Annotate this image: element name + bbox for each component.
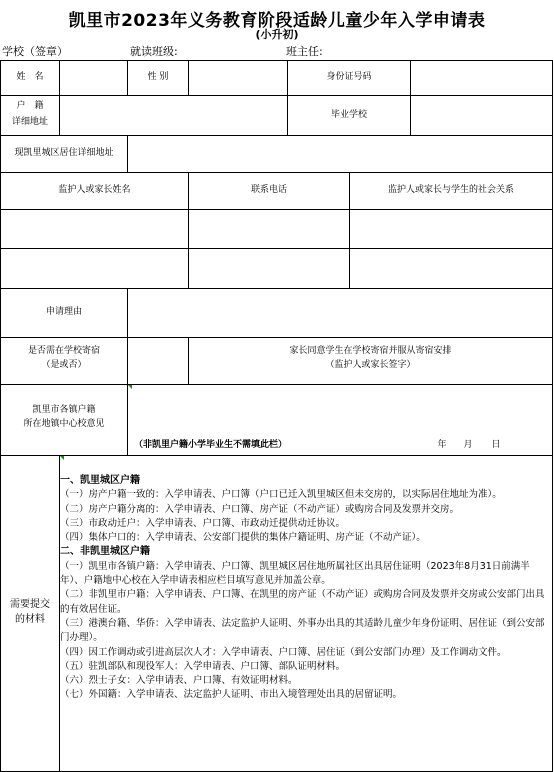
form-subtitle: (小升初) [255,28,299,41]
household-input-cell[interactable] [59,95,288,136]
id-label: 身份证号码 [326,72,372,83]
consent-label-hint: （监护人或家长签字） [325,360,416,371]
teacher-label: 班主任: [286,45,323,58]
materials-item: （四）集体户口的：入学申请表、公安部门提供的集体户籍证明、房产证（不动产证）。 [60,532,426,544]
household-label-detail: 详细地址 [11,117,48,128]
cell-marker [60,456,64,460]
boarding-input-cell[interactable] [127,337,189,385]
residence-label: 现凯里城区居住详细地址 [14,148,114,159]
guardian-name-label: 监护人或家长姓名 [58,185,131,196]
materials-item: （七）外国籍：入学申请表、法定监护人证明、市出入境管理处出具的居留证明。 [60,689,403,701]
graduate-school-input-cell[interactable] [410,95,553,136]
household-label: 户 籍 [16,101,44,112]
materials-item: （三）市政动迁户：入学申请表、户口簿、市政动迁提供动迁协议。 [60,517,346,529]
day-label: 日 [491,440,501,451]
relation-label: 监护人或家长与学生的社会关系 [387,185,514,196]
class-label: 就读班级: [130,45,178,58]
relation-input-1[interactable] [349,209,553,249]
residence-input-cell[interactable] [127,135,553,173]
guardian-name-input-2[interactable] [0,248,189,289]
id-input-cell[interactable] [410,60,553,96]
relation-input-2[interactable] [349,248,553,289]
materials-item: （一）房产户籍一致的：入学申请表、户口簿（户口已迁入凯里城区但未交房的，以实际居住地址为准）。 [60,489,502,501]
boarding-label: 是否需在学校寄宿 [27,346,100,357]
materials-heading: 一、凯里城区户籍 [60,475,140,486]
materials-item: （四）因工作调动或引进高层次人才：入学申请表、户口簿、居住证（到公安部门办理）及工作调动文件。 [60,646,507,658]
cell-marker [128,385,132,389]
reason-label: 申请理由 [45,307,82,318]
month-label: 月 [463,440,473,451]
school-label: 学校（签章） [2,45,68,58]
town-note: （非凯里户籍小学毕业生不需填此栏） [134,440,288,451]
materials-item: （三）港澳台籍、华侨：入学申请表、法定监护人证明、外事办出具的其适龄儿童少年身份证明、居住证（到公安部门办理）。 [60,617,545,644]
town-label-detail: 所在地镇中心校意见 [23,419,105,430]
phone-label: 联系电话 [250,185,287,196]
form-title: 凯里市2023年义务教育阶段适龄儿童少年入学申请表 [68,11,486,31]
graduate-school-label: 毕业学校 [330,109,367,120]
materials-item: （六）烈士子女：入学申请表、户口簿、有效证明材料。 [60,675,298,687]
materials-list [60,474,550,703]
materials-label-2: 的材料 [15,613,45,625]
reason-input-cell[interactable] [127,288,553,338]
materials-label: 需要提交 [10,598,50,610]
town-label: 凯里市各镇户籍 [32,405,96,416]
gender-label: 性 别 [147,72,169,83]
materials-item: （五）驻凯部队和现役军人：入学申请表、户口簿、部队证明材料。 [60,660,346,672]
phone-input-1[interactable] [188,209,350,249]
consent-label: 家长同意学生在学校寄宿并服从寄宿安排 [289,346,452,357]
materials-item: （一）凯里市各镇户籍：入学申请表、户口簿、凯里城区居住地所属社区出具居住证明（2023年8月31日前满半年）、户籍地中心校在入学申请表相应栏目填写意见并加盖公章。 [60,560,530,587]
name-input-cell[interactable] [59,60,128,96]
name-label: 姓 名 [16,72,44,83]
gender-input-cell[interactable] [188,60,288,96]
phone-input-2[interactable] [188,248,350,289]
year-label: 年 [437,440,447,451]
materials-item: （二）房产户籍分离的：入学申请表、户口簿、房产证（不动产证）或购房合同及发票并交房。 [60,503,460,515]
guardian-name-input-1[interactable] [0,209,189,249]
materials-item: （二）非凯里市户籍：入学申请表、户口簿、在凯里的房产证（不动产证）或购房合同及发票并交房或公安部门出具的有效居住证。 [60,589,545,615]
boarding-label-hint: （是或否） [41,360,87,371]
materials-heading: 二、非凯里城区户籍 [60,546,150,558]
